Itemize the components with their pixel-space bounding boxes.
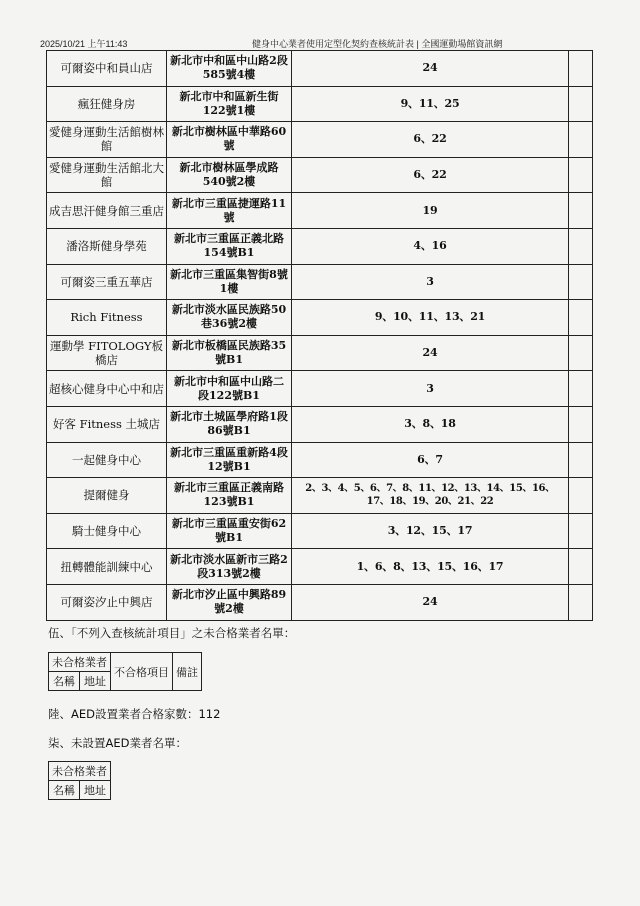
- vendor-name: 可爾姿中和員山店: [47, 51, 167, 87]
- section7-title: 柒、未設置AED業者名單：: [48, 736, 187, 750]
- vendor-name: 超核心健身中心中和店: [47, 371, 167, 407]
- vendor-name: 可爾姿三重五華店: [47, 264, 167, 300]
- vendor-address: 新北市土城區學府路1段86號B1: [167, 406, 292, 442]
- section5-title: 伍、「不列入查核統計項目」之未合格業者名單：: [48, 626, 296, 640]
- vendor-name: 扭轉體能訓練中心: [47, 549, 167, 585]
- section5-name-header: 名稱: [49, 672, 80, 691]
- note-cell: [569, 584, 593, 620]
- vendor-address: 新北市板橋區民族路35號B1: [167, 335, 292, 371]
- note-cell: [569, 335, 593, 371]
- vendor-name: 瘋狂健身房: [47, 86, 167, 122]
- table-row: [47, 51, 593, 87]
- failed-items: 6、22: [292, 157, 569, 193]
- failed-items: 4、16: [292, 228, 569, 264]
- table-row: [47, 86, 593, 122]
- vendor-name: 愛健身運動生活館樹林館: [47, 122, 167, 158]
- failed-items: 3: [292, 371, 569, 407]
- note-cell: [569, 371, 593, 407]
- note-cell: [569, 86, 593, 122]
- vendor-name: 好客 Fitness 土城店: [47, 406, 167, 442]
- failed-items: 24: [292, 335, 569, 371]
- table-row: [47, 549, 593, 585]
- print-page-title: 健身中心業者使用定型化契約查核統計表 | 全國運動場館資訊網: [252, 39, 503, 49]
- note-cell: [569, 228, 593, 264]
- section7-name-header: 名稱: [49, 781, 80, 800]
- note-cell: [569, 264, 593, 300]
- vendor-name: 愛健身運動生活館北大館: [47, 157, 167, 193]
- failed-items: 3、8、18: [292, 406, 569, 442]
- table-row: [47, 584, 593, 620]
- vendor-address: 新北市汐止區中興路89號2樓: [167, 584, 292, 620]
- vendor-name: 運動學 FITOLOGY板橋店: [47, 335, 167, 371]
- vendor-address: 新北市樹林區中華路60號: [167, 122, 292, 158]
- table-row: [47, 513, 593, 549]
- vendor-address: 新北市三重區正義北路154號B1: [167, 228, 292, 264]
- section5-vendor-header: 未合格業者: [49, 653, 111, 672]
- failed-items: 1、6、8、13、15、16、17: [292, 549, 569, 585]
- failed-items: 3: [292, 264, 569, 300]
- inspection-table: [46, 50, 593, 621]
- vendor-address: 新北市三重區正義南路123號B1: [167, 478, 292, 514]
- section5-items-header: 不合格項目: [111, 653, 173, 691]
- failed-items: 2、3、4、5、6、7、8、11、12、13、14、15、16、17、18、19、20、21、22: [292, 478, 569, 514]
- table-row: [47, 300, 593, 336]
- failed-items: 6、22: [292, 122, 569, 158]
- section5-address-header: 地址: [80, 672, 111, 691]
- vendor-name: 成吉思汗健身館三重店: [47, 193, 167, 229]
- note-cell: [569, 513, 593, 549]
- vendor-address: 新北市淡水區民族路50巷36號2樓: [167, 300, 292, 336]
- vendor-name: 提爾健身: [47, 478, 167, 514]
- table-row: [47, 478, 593, 514]
- table-row: [47, 193, 593, 229]
- table-row: [47, 157, 593, 193]
- section7-vendor-header: 未合格業者: [49, 762, 111, 781]
- failed-items: 3、12、15、17: [292, 513, 569, 549]
- vendor-address: 新北市中和區中山路二段122號B1: [167, 371, 292, 407]
- failed-items: 6、7: [292, 442, 569, 478]
- vendor-name: 騎士健身中心: [47, 513, 167, 549]
- table-row: [47, 122, 593, 158]
- vendor-address: 新北市三重區捷運路11號: [167, 193, 292, 229]
- table-row: [47, 442, 593, 478]
- print-datetime: 2025/10/21 上午11:43: [40, 39, 128, 49]
- note-cell: [569, 193, 593, 229]
- note-cell: [569, 122, 593, 158]
- note-cell: [569, 478, 593, 514]
- vendor-name: Rich Fitness: [47, 300, 167, 336]
- failed-items: 19: [292, 193, 569, 229]
- table-row: [47, 335, 593, 371]
- note-cell: [569, 157, 593, 193]
- section6-title: 陸、AED設置業者合格家數：112: [48, 707, 221, 721]
- table-row: [47, 264, 593, 300]
- section7-table: [48, 761, 111, 800]
- note-cell: [569, 549, 593, 585]
- vendor-address: 新北市中和區中山路2段585號4樓: [167, 51, 292, 87]
- table-row: [47, 371, 593, 407]
- vendor-address: 新北市三重區重安街62號B1: [167, 513, 292, 549]
- note-cell: [569, 51, 593, 87]
- note-cell: [569, 442, 593, 478]
- vendor-address: 新北市三重區重新路4段12號B1: [167, 442, 292, 478]
- vendor-name: 潘洛斯健身學苑: [47, 228, 167, 264]
- vendor-address: 新北市樹林區學成路540號2樓: [167, 157, 292, 193]
- section5-note-header: 備註: [173, 653, 202, 691]
- table-row: [47, 406, 593, 442]
- note-cell: [569, 406, 593, 442]
- section5-table: [48, 652, 202, 691]
- table-row: [47, 228, 593, 264]
- vendor-name: 一起健身中心: [47, 442, 167, 478]
- failed-items: 9、11、25: [292, 86, 569, 122]
- vendor-name: 可爾姿汐止中興店: [47, 584, 167, 620]
- vendor-address: 新北市三重區集智街8號1樓: [167, 264, 292, 300]
- note-cell: [569, 300, 593, 336]
- vendor-address: 新北市淡水區新市三路2段313號2樓: [167, 549, 292, 585]
- vendor-address: 新北市中和區新生街122號1樓: [167, 86, 292, 122]
- failed-items: 24: [292, 584, 569, 620]
- failed-items: 9、10、11、13、21: [292, 300, 569, 336]
- section7-address-header: 地址: [80, 781, 111, 800]
- failed-items: 24: [292, 51, 569, 87]
